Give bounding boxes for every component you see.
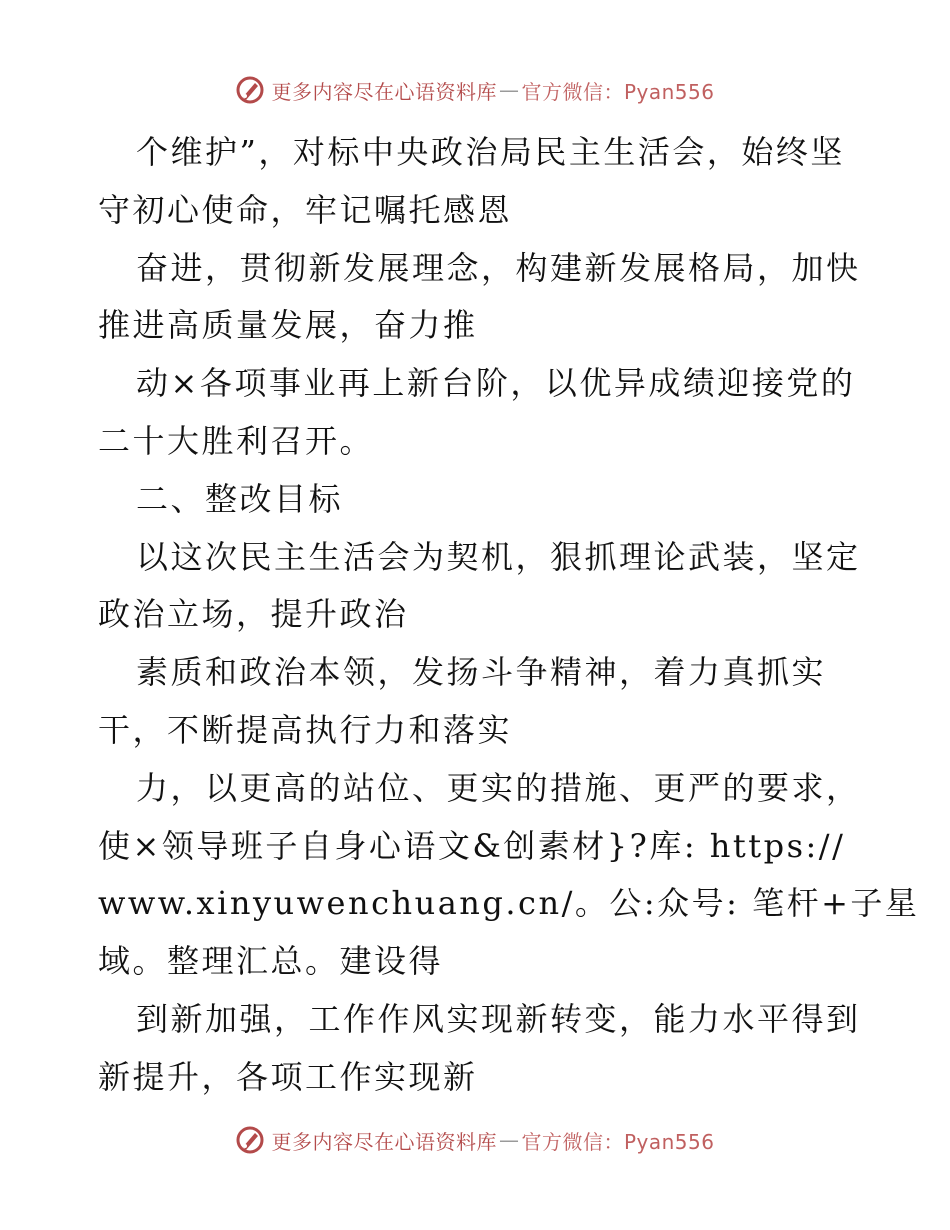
text-line: 动×各项事业再上新台阶，以优异成绩迎接党的 <box>136 364 856 403</box>
watermark-contact-text: 官方微信：Pyan556 <box>521 1129 715 1154</box>
text-line: 干，不断提高执行力和落实 <box>98 710 513 749</box>
watermark-site-text: 更多内容尽在心语资料库 <box>271 79 497 104</box>
pen-nib-logo-icon <box>235 75 265 105</box>
watermark-contact-text: 官方微信：Pyan556 <box>521 79 715 104</box>
text-line: 政治立场，提升政治 <box>98 595 409 634</box>
text-line: 推进高质量发展，奋力推 <box>98 306 478 345</box>
text-line: 使×领导班子自身心语文&创素材}?库: https:// <box>98 826 846 865</box>
pen-nib-logo-icon <box>235 1125 265 1155</box>
text-line: 奋进，贯彻新发展理念，构建新发展格局，加快 <box>136 248 861 287</box>
section-heading: 二、整改目标 <box>136 479 344 518</box>
text-line: 二十大胜利召开。 <box>98 421 375 460</box>
text-line: 以这次民主生活会为契机，狠抓理论武装，坚定 <box>136 537 861 576</box>
text-line: 守初心使命，牢记嘱托感恩 <box>98 190 513 229</box>
text-line: 新提升，各项工作实现新 <box>98 1057 478 1096</box>
text-line: 力，以更高的站位、更实的措施、更严的要求， <box>136 768 861 807</box>
text-line: 素质和政治本领，发扬斗争精神，着力真抓实 <box>136 653 827 692</box>
document-body <box>98 124 920 1107</box>
footer-watermark <box>0 1120 950 1160</box>
text-line: 到新加强，工作作风实现新转变，能力水平得到 <box>136 999 861 1038</box>
watermark-site-text: 更多内容尽在心语资料库 <box>271 1129 497 1154</box>
watermark-separator: — <box>498 1128 520 1152</box>
header-watermark <box>0 70 950 110</box>
text-line: 域。整理汇总。建设得 <box>98 942 444 981</box>
text-line: www.xinyuwenchuang.cn/。公:众号: 笔杆+子星 <box>98 884 920 923</box>
watermark-separator: — <box>498 78 520 102</box>
text-line: 个维护”，对标中央政治局民主生活会，始终坚 <box>136 133 845 171</box>
